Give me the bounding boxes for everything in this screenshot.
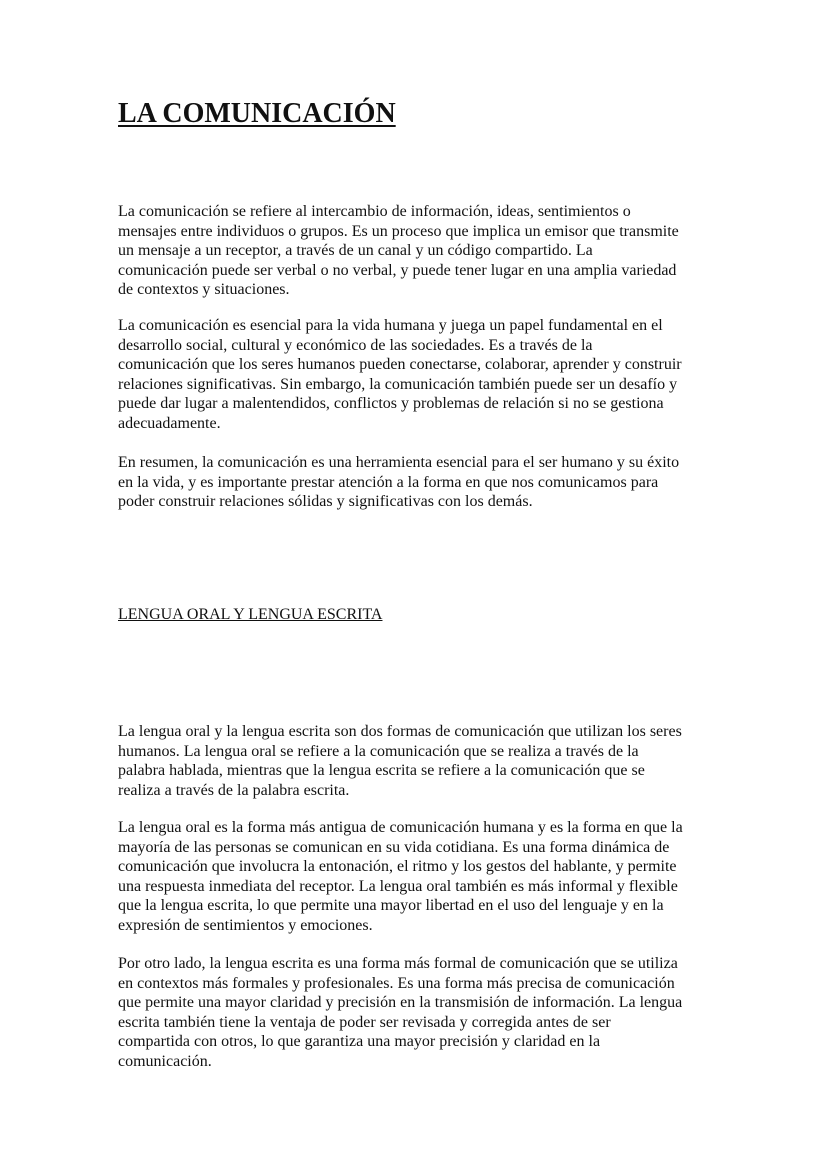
text-line: comunicación que los seres humanos pueden conectarse, colaborar, aprender y construir: [118, 356, 682, 374]
text-line: Por otro lado, la lengua escrita es una forma más formal de comunicación que se utiliza: [118, 955, 678, 972]
text-line: compartida con otros, lo que garantiza una mayor precisión y claridad en la: [118, 1033, 601, 1051]
text-line: mensajes entre individuos o grupos. Es un proceso que implica un emisor que transmite: [118, 222, 679, 240]
text-line: una respuesta inmediata del receptor. La lengua oral también es más informal y flexible: [118, 877, 678, 895]
text-line: poder construir relaciones sólidas y significativas con los demás.: [118, 493, 533, 511]
section-heading: LENGUA ORAL Y LENGUA ESCRITA: [118, 606, 383, 623]
text-line: escrita también tiene la ventaja de poder ser revisada y corregida antes de ser: [118, 1013, 611, 1031]
text-line: expresión de sentimientos y emociones.: [118, 916, 373, 934]
text-line: que la lengua escrita, lo que permite una mayor libertad en el uso del lenguaje y en la: [118, 897, 664, 915]
text-line: humanos. La lengua oral se refiere a la comunicación que se realiza a través de la: [118, 742, 639, 760]
text-line: puede dar lugar a malentendidos, conflictos y problemas de relación si no se gestiona: [118, 395, 664, 413]
paragraph: [118, 453, 679, 512]
text-line: realiza a través de la palabra escrita.: [118, 781, 350, 799]
text-line: un mensaje a un receptor, a través de un canal y un código compartido. La: [118, 242, 593, 260]
text-line: en contextos más formales y profesionales. Es una forma más precisa de comunicación: [118, 974, 675, 992]
paragraph: [118, 954, 682, 1072]
paragraph: [118, 316, 682, 434]
text-line: La comunicación se refiere al intercambio de información, ideas, sentimientos o: [118, 203, 631, 220]
text-line: en la vida, y es importante prestar atención a la forma en que nos comunicamos para: [118, 473, 659, 491]
text-line: de contextos y situaciones.: [118, 281, 290, 299]
text-line: comunicación.: [118, 1052, 212, 1070]
text-line: comunicación que involucra la entonación, el ritmo y los gestos del hablante, y permite: [118, 858, 677, 876]
text-line: comunicación puede ser verbal o no verbal, y puede tener lugar en una amplia variedad: [118, 261, 677, 279]
page-title: LA COMUNICACIÓN: [118, 98, 396, 129]
paragraph: [118, 818, 683, 936]
text-line: La comunicación es esencial para la vida humana y juega un papel fundamental en el: [118, 317, 663, 334]
text-line: La lengua oral y la lengua escrita son dos formas de comunicación que utilizan los seres: [118, 723, 682, 740]
text-line: La lengua oral es la forma más antigua de comunicación humana y es la forma en que la: [118, 819, 683, 836]
text-line: relaciones significativas. Sin embargo, la comunicación también puede ser un desafío y: [118, 375, 678, 393]
text-line: que permite una mayor claridad y precisión en la transmisión de información. La lengua: [118, 994, 683, 1012]
text-line: En resumen, la comunicación es una herramienta esencial para el ser humano y su éxito: [118, 454, 680, 471]
text-line: mayoría de las personas se comunican en su vida cotidiana. Es una forma dinámica de: [118, 838, 670, 856]
paragraph: [118, 202, 679, 300]
text-line: desarrollo social, cultural y económico de las sociedades. Es a través de la: [118, 336, 593, 354]
paragraph: [118, 722, 682, 800]
text-line: adecuadamente.: [118, 414, 221, 432]
text-line: palabra hablada, mientras que la lengua escrita se refiere a la comunicación que se: [118, 762, 645, 780]
